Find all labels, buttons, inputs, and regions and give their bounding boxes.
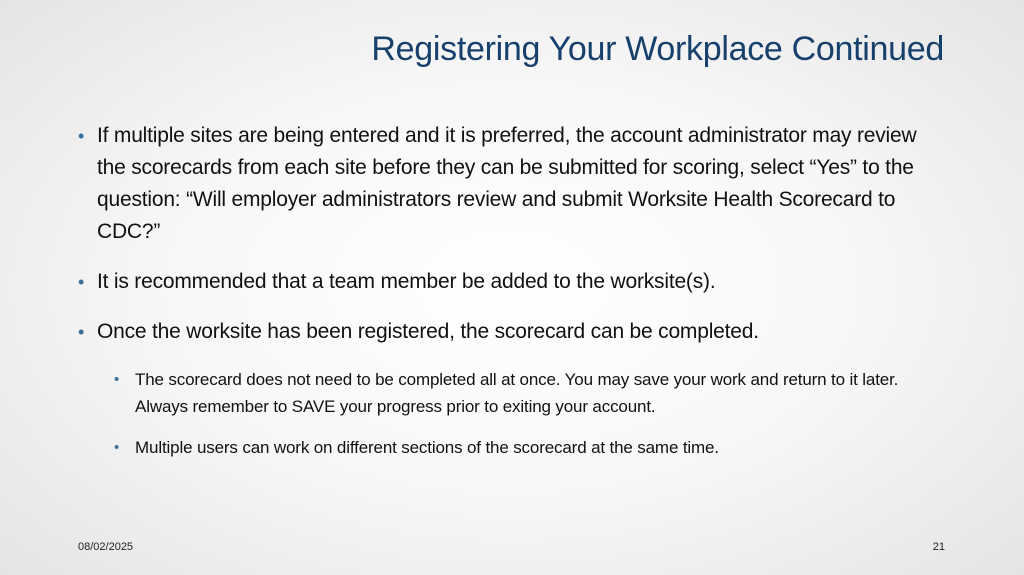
bullet-item — [78, 266, 948, 298]
sub-bullet-text: Multiple users can work on different sections of the scorecard at the same time. — [135, 438, 719, 457]
bullet-icon: • — [78, 126, 85, 146]
bullet-text: It is recommended that a team member be added to the worksite(s). — [97, 270, 716, 293]
bullet-text: Once the worksite has been registered, the scorecard can be completed. — [97, 320, 759, 343]
sub-bullet-text: The scorecard does not need to be completed all at once. You may save your work and return to it later. Always remember to SAVE your progress prior to exiting your account. — [135, 370, 899, 416]
bullet-icon: • — [78, 322, 85, 342]
footer-date: 08/02/2025 — [78, 541, 134, 553]
bullet-list — [78, 120, 948, 475]
bullet-item — [78, 316, 948, 348]
sub-bullet-item — [114, 366, 948, 420]
bullet-icon: • — [114, 371, 120, 388]
page-number: 21 — [932, 541, 945, 553]
bullet-text: If multiple sites are being entered and it is preferred, the account administrator may review the scorecards from each site before they can be submitted for scoring, select “Yes” to the question: “Will employer administrators review and submit Worksite Health Scorecard to CDC?” — [97, 124, 917, 243]
bullet-icon: • — [78, 272, 85, 292]
bullet-item — [78, 120, 948, 248]
sub-bullet-item — [114, 434, 948, 461]
slide-title: Registering Your Workplace Continued — [371, 30, 944, 68]
bullet-icon: • — [114, 439, 120, 456]
